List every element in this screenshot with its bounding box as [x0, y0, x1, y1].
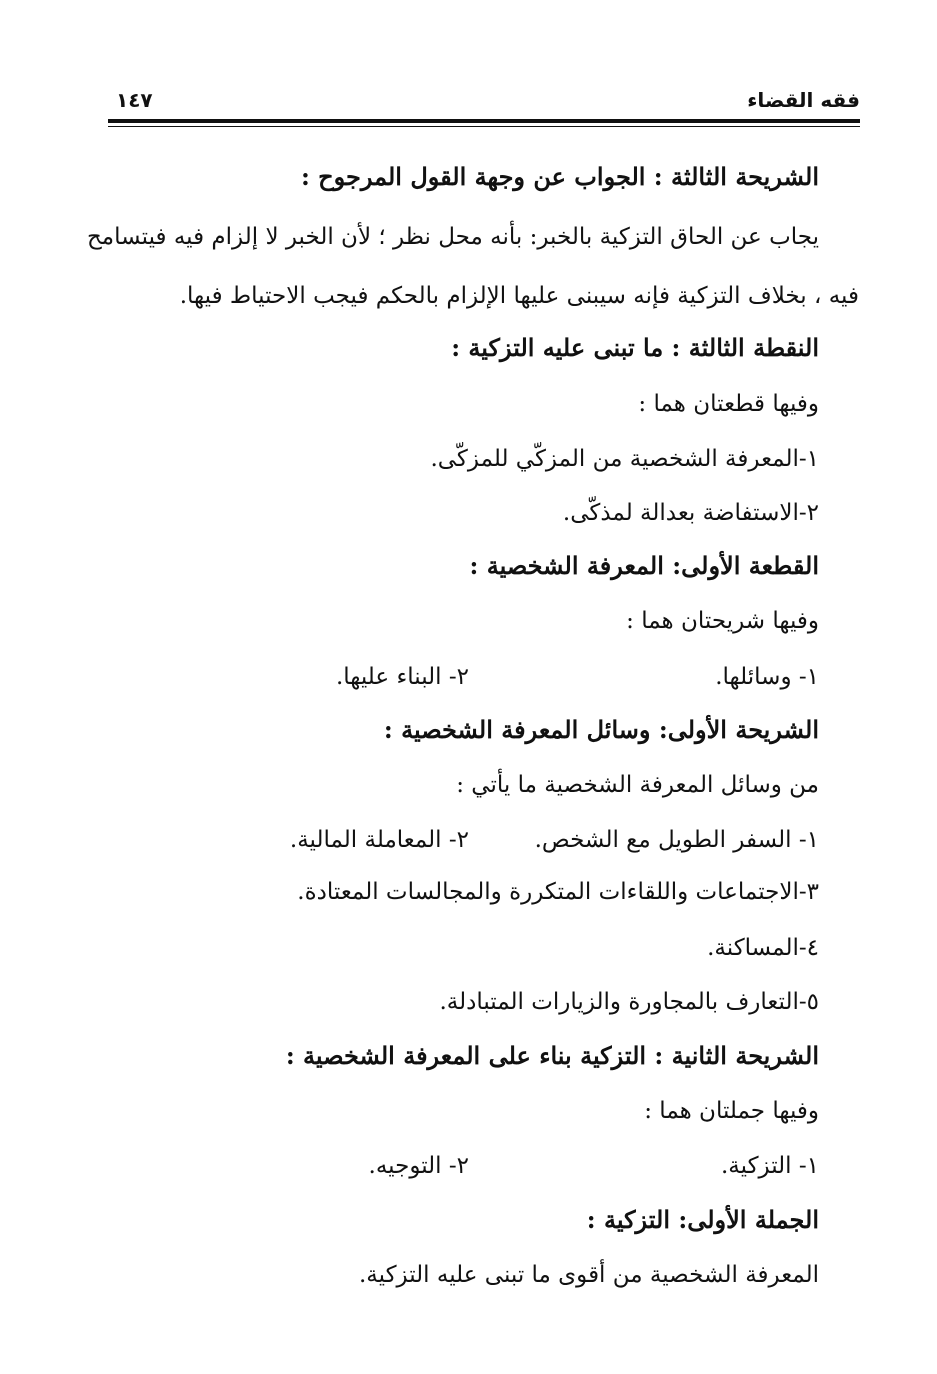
page-header	[108, 86, 860, 114]
paragraph-line: وفيها شريحتان هما :	[626, 608, 819, 634]
list-item: ٢-الاستفاضة بعدالة لمذكّى.	[562, 500, 819, 526]
list-item: ١- التزكية.	[720, 1153, 819, 1179]
paragraph-line: فيه ، بخلاف التزكية فإنه سيبنى عليها الإلزام بالحكم فيجب الاحتياط فيها.	[179, 283, 859, 309]
list-item: ٥-التعارف بالمجاورة والزيارات المتبادلة.	[439, 989, 819, 1015]
paragraph-line: وفيها جملتان هما :	[644, 1098, 819, 1124]
section-heading: الجملة الأولى: التزكية :	[586, 1205, 819, 1234]
list-item: ١- السفر الطويل مع الشخص.	[534, 827, 819, 853]
list-item: ٣-الاجتماعات واللقاءات المتكررة والمجالسات المعتادة.	[297, 879, 819, 905]
page-number: ١٤٧	[116, 88, 153, 112]
paragraph-line: يجاب عن الحاق التزكية بالخبر: بأنه محل نظر ؛ لأن الخبر لا إلزام فيه فيتسامح	[86, 224, 819, 250]
section-heading: القطعة الأولى: المعرفة الشخصية :	[469, 551, 819, 580]
list-item: ٢- البناء عليها.	[335, 664, 469, 690]
paragraph-line: المعرفة الشخصية من أقوى ما تبنى عليه التزكية.	[358, 1262, 819, 1288]
list-item: ١- وسائلها.	[715, 664, 819, 690]
running-title: فقه القضاء	[747, 88, 860, 112]
paragraph-line: وفيها قطعتان هما :	[638, 391, 819, 417]
section-heading: الشريحة الثانية : التزكية بناء على المعرفة الشخصية :	[285, 1041, 819, 1070]
header-rule-thin	[108, 126, 860, 127]
header-rule-thick	[108, 119, 860, 123]
section-heading: الشريحة الأولى: وسائل المعرفة الشخصية :	[383, 715, 819, 744]
list-item: ٢- المعاملة المالية.	[289, 827, 469, 853]
paragraph-line: من وسائل المعرفة الشخصية ما يأتي :	[456, 772, 819, 798]
list-item: ١-المعرفة الشخصية من المزكّي للمزكّى.	[430, 446, 819, 472]
section-heading: النقطة الثالثة : ما تبنى عليه التزكية :	[451, 333, 819, 362]
section-heading: الشريحة الثالثة : الجواب عن وجهة القول المرجوح :	[300, 162, 819, 191]
list-item: ٤-المساكنة.	[707, 935, 819, 961]
list-item: ٢- التوجيه.	[368, 1153, 469, 1179]
